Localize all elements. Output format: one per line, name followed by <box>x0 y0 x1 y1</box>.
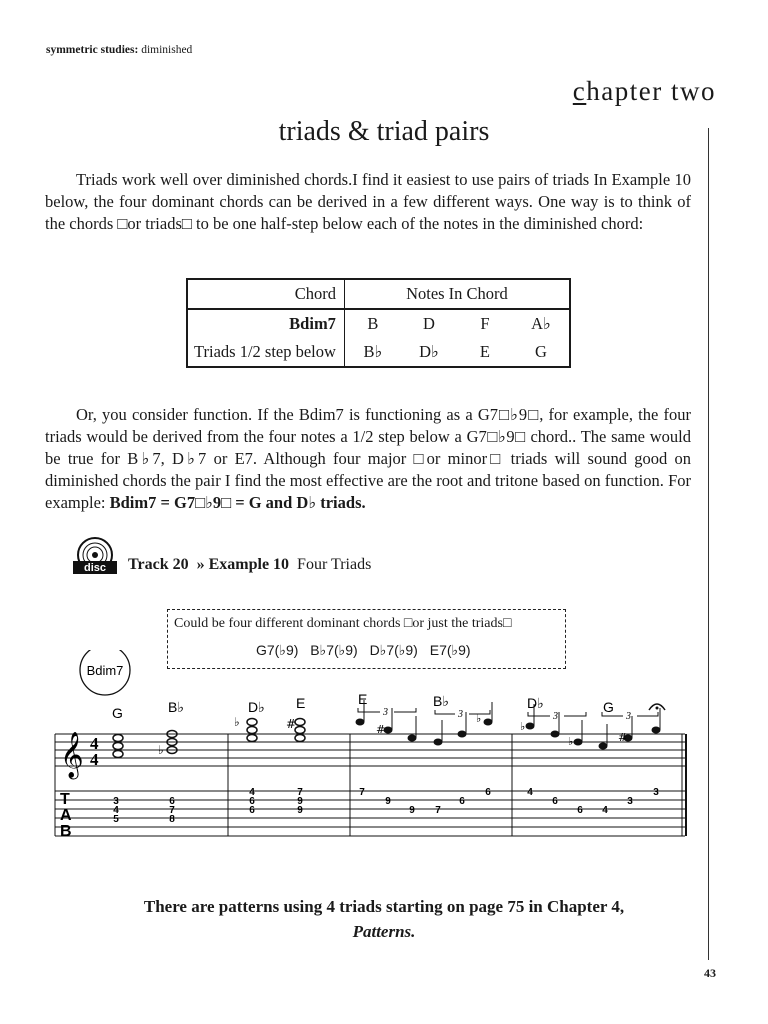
function-paragraph <box>45 404 691 514</box>
tab-fret: 9 <box>385 796 391 807</box>
intro-paragraph-text: Triads work well over diminished chords.I find it easiest to use pairs of triads In Example 10 below, the four dominant chords can be derived in a few different ways. One way is to think of the chords □or triads□ to be one half-step below each of the notes in the diminished chord: <box>45 170 691 233</box>
tab-fret: 6 <box>485 787 491 798</box>
running-head-rest: diminished <box>138 44 193 56</box>
svg-text:#: # <box>618 731 628 744</box>
track-title: Four Triads <box>297 556 372 573</box>
intro-paragraph <box>45 169 691 235</box>
tab-fret: 6 <box>249 796 255 807</box>
tab-letter: A <box>60 807 72 824</box>
svg-text:#: # <box>286 717 297 731</box>
dominant-chord: E7(♭9) <box>429 642 471 658</box>
tab-fret: 7 <box>359 787 365 798</box>
function-paragraph-bold: Bdim7 = G7□♭9□ = G and D♭ triads. <box>109 493 366 512</box>
running-head-bold: symmetric studies: <box>46 44 139 56</box>
tab-fret: 4 <box>602 805 608 816</box>
triplet-label: 3 <box>626 711 631 722</box>
tab-fret: 3 <box>653 787 659 798</box>
tab-fret: 6 <box>459 796 465 807</box>
chord-symbol: G <box>603 699 614 715</box>
footer-note-italic: Patterns. <box>352 922 416 941</box>
tab-fret: 3 <box>113 796 119 807</box>
dashed-box-caption: Could be four different dominant chords □or just the triads□ <box>174 616 512 631</box>
footer-note-text: There are patterns using 4 triads starting on page 75 in Chapter 4, <box>143 897 625 916</box>
dominant-chord: B♭7(♭9) <box>310 642 358 658</box>
note-cell: E <box>479 342 490 361</box>
track-arrow: » <box>196 556 205 573</box>
notes-column-header: Notes In Chord <box>344 279 570 309</box>
chapter-first-letter: c <box>572 76 587 106</box>
chapter-rest: hapter two <box>586 76 716 106</box>
tab-fret: 6 <box>577 805 583 816</box>
tab-fret: 7 <box>297 787 303 798</box>
track-label: Track 20 <box>128 556 189 573</box>
tab-staff <box>55 791 685 836</box>
chord-symbol: D♭ <box>248 699 265 715</box>
note-cell: B♭ <box>363 342 383 361</box>
note-cell: A♭ <box>531 314 551 333</box>
function-paragraph-text: Or, you consider function. If the Bdim7 is functioning as a G7□♭9□, for example, the four triads would be derived from the four notes a 1/2 step below a G7□♭9□ chord.. The same would be true for B♭7, D♭7 or E7. Although four major □or minor□ triads will sound good on diminished chords the pair I find the most effective are the root and tritone based on function. For example: <box>45 405 691 512</box>
row-label: Triads 1/2 step below <box>187 338 344 367</box>
note-cell: D♭ <box>419 342 439 361</box>
time-signature-bottom: 4 <box>90 750 99 769</box>
note-cell: B <box>367 314 379 333</box>
triplet-label: 3 <box>553 711 558 722</box>
chord-symbol: E <box>358 691 368 707</box>
triplet-label: 3 <box>458 709 463 720</box>
disc-icon <box>70 537 120 577</box>
tab-fret: 5 <box>113 814 119 825</box>
footer-note <box>0 894 768 944</box>
chord-symbol: E <box>296 695 306 711</box>
table-row <box>187 338 570 367</box>
tab-fret: 4 <box>113 805 119 816</box>
note-cell: G <box>534 342 547 361</box>
example-label: Example 10 <box>208 556 290 573</box>
tab-letter: B <box>60 823 72 840</box>
svg-text:♭: ♭ <box>234 715 240 729</box>
chord-symbol: B♭ <box>168 699 184 715</box>
chord-column-header: Chord <box>187 279 344 309</box>
dominant-chord: D♭7(♭9) <box>369 642 418 658</box>
tab-fret: 8 <box>169 814 175 825</box>
section-title: triads & triad pairs <box>278 116 490 147</box>
svg-text:♭: ♭ <box>568 735 574 748</box>
tab-fret: 3 <box>627 796 633 807</box>
triplet-label: 3 <box>383 707 388 718</box>
svg-text:♭: ♭ <box>158 743 164 757</box>
note-cell: D <box>422 314 435 333</box>
staff <box>55 734 685 766</box>
svg-text:♭: ♭ <box>476 712 482 725</box>
tab-fret: 6 <box>169 796 175 807</box>
running-head <box>46 44 192 56</box>
tab-letter: T <box>60 791 70 808</box>
tab-fret: 4 <box>527 787 533 798</box>
tab-fret: 7 <box>169 805 175 816</box>
chapter-heading <box>573 76 716 107</box>
tab-fret: 9 <box>297 805 303 816</box>
note-cell: F <box>480 314 490 333</box>
svg-text:#: # <box>376 723 386 736</box>
chord-symbol: G <box>112 705 123 721</box>
disc-label: disc <box>83 562 107 574</box>
page-number: 43 <box>704 966 716 980</box>
tab-fret: 9 <box>409 805 415 816</box>
dominant-chord: G7(♭9) <box>256 642 299 658</box>
circled-chord-label: Bdim7 <box>86 663 124 678</box>
chord-table-header <box>187 279 570 309</box>
track-line <box>128 556 371 574</box>
tab-fret: 7 <box>435 805 441 816</box>
table-row <box>187 309 570 338</box>
chord-symbol: D♭ <box>527 695 544 711</box>
tab-fret: 6 <box>249 805 255 816</box>
chord-symbol: B♭ <box>433 693 449 709</box>
svg-text:♭: ♭ <box>520 720 526 733</box>
chord-table <box>186 278 571 368</box>
margin-rule <box>708 128 709 960</box>
tab-fret: 6 <box>552 796 558 807</box>
tab-fret: 4 <box>249 787 255 798</box>
time-signature-top: 4 <box>90 734 99 753</box>
tab-fret: 9 <box>297 796 303 807</box>
music-example <box>50 650 690 846</box>
treble-clef-icon: 𝄞 <box>60 732 84 778</box>
row-label: Bdim7 <box>187 309 344 338</box>
